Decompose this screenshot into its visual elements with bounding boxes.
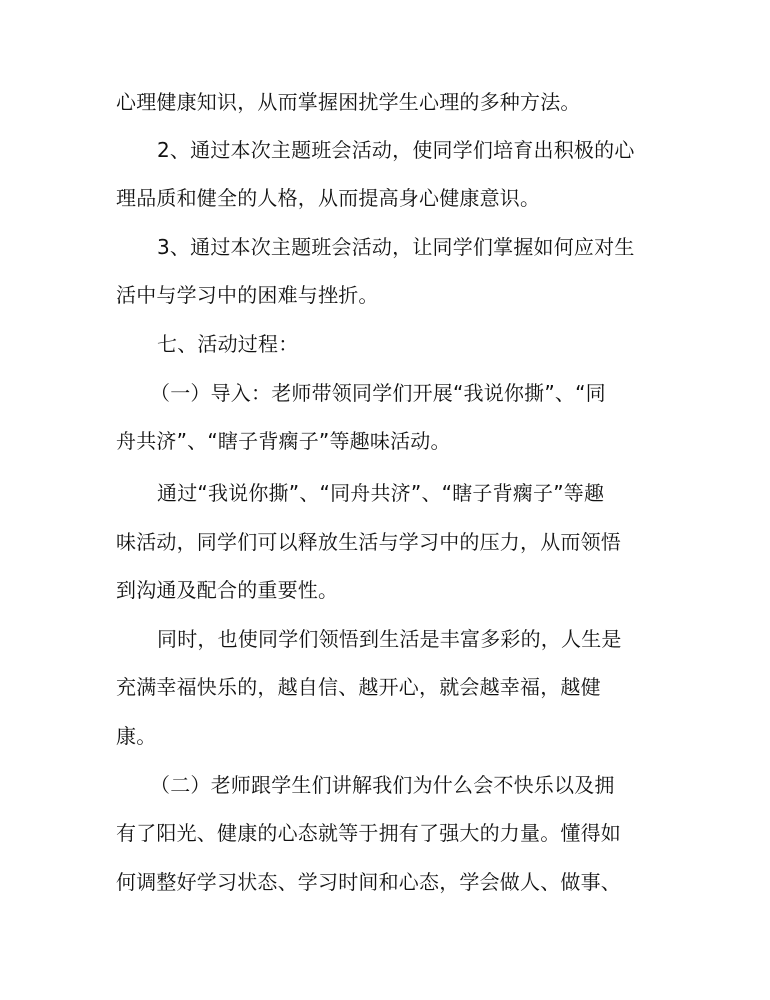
- text-line: 2、通过本次主题班会活动，使同学们培育出积极的心: [157, 138, 635, 162]
- text-line: 通过“我说你撕”、“同舟共济”、“瞎子背瘸子”等趣: [157, 481, 605, 505]
- text-line: 舟共济”、“瞎子背瘸子”等趣味活动。: [116, 429, 451, 453]
- text-line: 康。: [116, 724, 157, 748]
- text-line: 3、通过本次主题班会活动，让同学们掌握如何应对生: [157, 235, 635, 259]
- text-line: 味活动，同学们可以释放生活与学习中的压力，从而领悟: [116, 530, 621, 554]
- text-line: 到沟通及配合的重要性。: [116, 578, 339, 602]
- text-line: 心理健康知识，从而掌握困扰学生心理的多种方法。: [116, 90, 581, 114]
- section-heading: 七、活动过程：: [157, 332, 299, 356]
- text-line: 充满幸福快乐的，越自信、越开心，就会越幸福，越健: [116, 675, 601, 699]
- text-line: （二）老师跟学生们讲解我们为什么会不快乐以及拥: [150, 773, 615, 797]
- text-line: 同时，也使同学们领悟到生活是丰富多彩的，人生是: [157, 627, 622, 651]
- text-line: （一）导入：老师带领同学们开展“我说你撕”、“同: [150, 381, 606, 405]
- text-line: 何调整好学习状态、学习时间和心态，学会做人、做事、: [116, 870, 621, 894]
- text-line: 理品质和健全的人格，从而提高身心健康意识。: [116, 186, 541, 210]
- text-line: 有了阳光、健康的心态就等于拥有了强大的力量。懂得如: [116, 821, 621, 845]
- text-line: 活中与学习中的困难与挫折。: [116, 283, 379, 307]
